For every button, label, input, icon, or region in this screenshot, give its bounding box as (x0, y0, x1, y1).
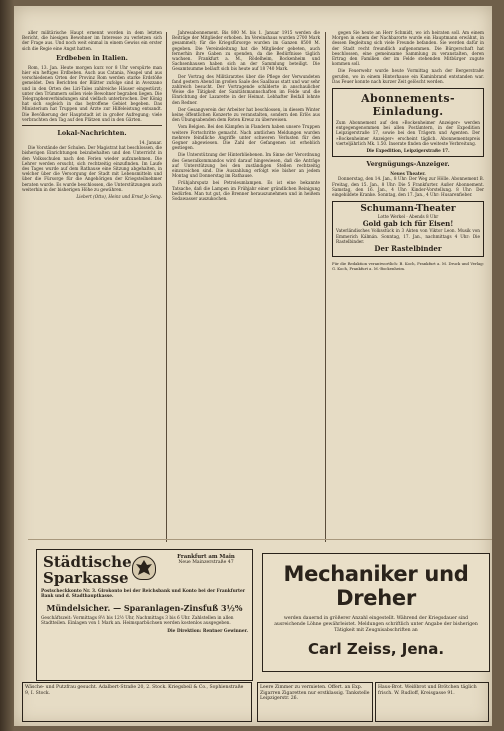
signature: Liebert (Otto), Heinz und Ernst Jo Seng. (76, 194, 162, 200)
subscription-box (332, 88, 484, 157)
sparkasse-address: Neue Mainzerstraße 47 (178, 560, 234, 565)
classified-right: Haus-Brot. Weißbrot und Brötchen täglich frisch. W. Rudloff, Kreisgasse 91. (375, 682, 489, 722)
sparkasse-accounts: Postscheckkonto Nr. 3. Girokonto bei der Reichsbank und Konto bei der Frankfurter Bank und d. Stadthauptkasse. (41, 589, 245, 600)
mechaniker-title: Mechaniker und Dreher (283, 562, 469, 610)
events-text: Donnerstag, den 14. Jan., 8 Uhr: Der Weg zur Hölle. Abonnement B. Freitag, den 15. Jan., 8 Uhr: Die 5 Frankfurter. Außer Abonnement. Samstag, den 16. Jan., 4 Uhr: Kinder-Vorstellung. 8 Uhr: Der eingebildete Kranke. Sonntag, den 17. Jan., 4 Uhr: Husarenfieber. (332, 176, 484, 198)
mechaniker-text: werden dauernd in größerer Anzahl eingestellt. Während der Kriegsdauer sind ausreichende Löhne gewährleistet. Meldungen schriftlich unter Angabe der bisherigen Tätigkeit mit Zeugnisabschriften an (274, 616, 478, 633)
subscription-text: Zum Abonnement auf den »Bockenheimer Anzeiger« werden entgegengenommen bei allen Postämtern, in der Expedition Leipzigerstraße 17, sowie bei den Trägern und Agenten. Der »Bockenheimer Anzeiger« erscheint täglich. Abonnementspreis vierteljährlich Mk. 1.50. Inserate finden die weiteste Verbreitung. (336, 120, 480, 146)
mechaniker-ad (262, 553, 490, 672)
heading-quake: Erdbeben in Italien. (56, 53, 128, 62)
sparkasse-title: Städtische Sparkasse (43, 553, 132, 587)
column-2 (172, 30, 320, 203)
column-3 (332, 30, 484, 271)
article-e: Die Unterstützung der Hinterbliebenen. Im Sinne der Verordnung des Generalkommandos wird darauf hingewiesen, daß die Anträge auf Unterstützung bei den zuständigen Stellen rechtzeitig einzureichen sind. Die Auszahlung erfolgt wie bisher an jedem Montag und Donnerstag im Rathause. (172, 152, 320, 179)
frankfurt-eagle-icon (132, 556, 156, 580)
article-a: Jahresabonnement. Bis 800 M. bis 1. Januar 1915 werden die Beiträge der Mitglieder erhoben. Im Vereinshaus wurden 2700 Mark gesammelt; für die Kriegsfürsorge wurden im Ganzen 8500 M. gegeben. Die Vereinsleitung hat die Mitglieder gebeten, auch fernerhin ihre Gaben zu spenden, da die Bedürfnisse täglich wachsen. Frankfurt a. M., Rödelheim, Bockenheim und Sachsenhausen haben sich an der Sammlung beteiligt. Die Gesamtsumme beläuft sich bis heute auf 18 740 Mark. (172, 30, 320, 72)
company-name: Carl Zeiss, Jena. (307, 640, 445, 658)
article-f: Frühjahrsputz bei Petroleumlampen. Es ist eine bekannte Tatsache, daß die Lampen im Frühjahr einer gründlichen Reinigung bedürfen. Man tut gut, die Brenner herauszunehmen und in heißem Sodawasser auszukochen. (172, 180, 320, 202)
heading-events: Vergnügungs-Anzeiger. (366, 160, 450, 169)
imprint: Für die Redaktion verantwortlich: B. Koch, Frankfurt a. M. Druck und Verlag: G. Koch, Frankfurt a. M.-Bockenheim. (332, 261, 484, 272)
article-c: Der Gesangverein der Arbeiter hat beschlossen, in diesem Winter keine öffentlichen Konzerte zu veranstalten, sondern den Erlös aus den Übungsabenden dem Roten Kreuz zu überweisen. (172, 106, 320, 123)
sparkasse-ad (36, 549, 253, 681)
fold-line (28, 539, 492, 540)
column-1 (22, 30, 162, 199)
theater-text: Vaterländisches Volksstück in 3 Akten von Viktor Leon. Musik von Emmerich Kálmán. Sonntag, 17. Jan., nachmittags 4 Uhr: Die Rastelbinder. (336, 228, 480, 244)
article-b: Der Vortrag des Militärarztes über die Pflege der Verwundeten fand gestern Abend im großen Saale des Saalbaus statt und war sehr zahlreich besucht. Der Vortragende schilderte in anschaulicher Weise die Tätigkeit der Sanitätsmannschaften im Felde und die Einrichtung der Lazarette in der Heimat. Lebhafter Beifall lohnte den Redner. (172, 73, 320, 105)
theater-head: Gold gab ich für Eisen! (362, 219, 454, 229)
article-a: gegen Sie heute an Herr Schmidt, wo ich heiraten soll. Am einem Morgen in einem der Nachbarorte wurde ein Hauptmann erwähnt, in dessen Begleitung sich viele Freunde befanden. Sie werden dafür in der Stadt recht freundlich aufgenommen. Die Bürgerschaft hat beschlossen, eine gemeinsame Sammlung zu veranstalten, deren Ertrag den Familien der im Felde stehenden Mitbürger zugute kommen soll. (332, 30, 484, 67)
theater-tail: Der Rastelbinder (374, 244, 442, 254)
column-rule (166, 32, 167, 542)
events-sub: Neues Theater. (390, 171, 426, 177)
article-d: Vom Belgien. Bei den Kämpfen in Flandern haben unsere Truppen weitere Fortschritte gemacht. Nach amtlichen Meldungen wurden mehrere feindliche Angriffe unter schweren Verlusten für den Gegner abgewiesen. Die Zahl der Gefangenen ist erheblich gestiegen. (172, 124, 320, 151)
column-rule (325, 32, 326, 542)
sparkasse-details: Geschäftszeit: Vormittags 8½ bis 12½ Uhr, Nachmittags 3 bis 6 Uhr. Zahlstellen in allen Stadtteilen. Einlagen von 1 Mark an. Heimsparbüchsen werden kostenlos ausgegeben. (41, 615, 234, 626)
local-article: Die Vorstände der Schulen. Der Magistrat hat beschlossen, die bisherigen Einrichtungen beizubehalten und den Unterricht in den Volksschulen nach den Ferien wieder aufzunehmen. Die Lehrer werden ersucht, sich rechtzeitig einzufinden. Im Laufe des Tages wurde auf dem Rathause eine Sitzung abgehalten, in welcher über die Versorgung der Stadt mit Lebensmitteln und über die Fürsorge für die Angehörigen der Kriegsteilnehmer beraten wurde. Es wurde beschlossen, die Unterstützungen auch weiterhin in der bisherigen Höhe zu gewähren. (22, 145, 162, 192)
classified-mid: Leere Zimmer zu vermieten. Offert. an Exp. Zigarren Zigaretten nur erstklassig. Tankstelle Leipzigerstr. 26. (257, 682, 373, 722)
divider (22, 125, 162, 126)
sparkasse-location: Frankfurt am Main (177, 554, 235, 560)
sparkasse-direction: Die Direktion: Rentner Gewinner. (167, 629, 248, 635)
theater-title: Schumann-Theater (360, 204, 456, 215)
expedition-label: Die Expedition, Leipzigerstraße 17. (366, 148, 450, 154)
classified-left: Wäsche- und Putzfrau gesucht. Adalbert-Straße 20, 2. Stock. Kriegsbeil & Co., Sophienstraße 9, I. Stock. (22, 682, 252, 722)
subscription-title: Abonnements-Einladung. (361, 92, 455, 119)
theater-sub: Lotte Werkel · Abends 8 Uhr (377, 214, 439, 220)
sparkasse-interest: Mündelsicher. — Sparanlagen-Zinsfuß 3½% (46, 602, 243, 613)
heading-local: Lokal-Nachrichten. (57, 129, 127, 138)
intro-paragraph: aller militärische Haupt ernennt worden in dem letzten Bericht, die hiesigen Bewohner im Interesse zu verletzen sich der Frage aus. Und noch weit einmal in einem Gewiss ein erster sich die Regie eine Angst hatten. (22, 30, 162, 51)
quake-article: Rom, 13. Jan. Heute morgen kurz vor 8 Uhr verspürte man hier ein heftiges Erdbeben. Auch aus Catania, Neapel und aus verschiedenen Orten der Provinz Rom werden starke Erdstöße gemeldet. Den Berichten der Blätter zufolge sind in Avezzano und in den Orten des Liri-Tales zahlreiche Häuser eingestürzt; unter den Trümmern sollen viele Bewohner begraben liegen. Die Telegraphenverbindungen sind vielfach unterbrochen. Der König hat sich sogleich in das betroffene Gebiet begeben. Das Ministerium hat Truppen und Ärzte zur Hilfeleistung entsandt. Die Bevölkerung der Hauptstadt ist in großer Aufregung; viele verbrachten den Tag auf den Plätzen und in den Gärten. (22, 64, 162, 122)
newspaper-page (14, 6, 492, 726)
binding-edge (0, 0, 14, 731)
theater-box (332, 201, 484, 257)
article-b: Die Feuerwehr wurde heute Vormittag nach der Bergerstraße gerufen, wo in einem Hinterhause ein Kaminbrand entstanden war. Das Feuer konnte nach kurzer Zeit gelöscht werden. (332, 68, 484, 84)
local-date: 14. Januar. (139, 140, 162, 146)
